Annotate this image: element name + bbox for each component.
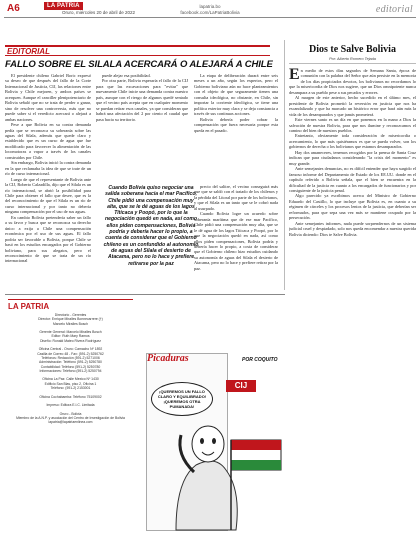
social-link-facebook[interactable]: facebook.com/LaPatriaBolivia — [180, 9, 240, 15]
paragraph: Entretanto, obviamente toda consideración de misericordia o acercamiento, lo que más quisiéramos es que se pueda volver, son los gobiernos de derecha o los bolivianos que estamos desamparados. — [289, 133, 416, 150]
header-date: Oruro, miércoles 20 de abril de 2022 — [62, 10, 136, 15]
page-header — [4, 2, 416, 18]
editorial-column-3 — [194, 73, 278, 183]
editorial-tag: EDITORIAL — [5, 45, 270, 56]
header-social — [170, 4, 250, 15]
paragraph: Por otra parte, Bolivia esperaría el fallo de la CIJ para que las excavaciones para "evitar" que nuevamente Chile inicie una demanda contra nuestro país, aunque con el riesgo de algunos quedé sentado que el vecino país acepta que en cualquier momento se puedan retirar esos canales, ya que consideran que habrá una afectación del 2 por ciento el caudal que pasa hacia su territorio. — [96, 78, 188, 122]
paragraph: precio del salitre, el vecino conseguirá más que que se saldó con el tratado de los chilenos y la pérdida del Litoral por parte de los bolivianos, y que el Silala es un tanto que se le cobró nada al usurpado. — [194, 184, 278, 211]
paragraph: Luego de que el representante de Bolivia ante la CIJ, Roberto Calzadilla, dijo que el Silala es un río internacional, se abrió la posibilidad para Chile para obtener el fallo que desee, que es la del reconocimiento de que el Silala es un río de curso internacional y por tanto no debería ninguna compensación por el uso de sus aguas. — [5, 176, 91, 215]
masthead-logo: LA PATRIA — [8, 302, 50, 311]
newspaper-logo: LA PATRIA — [44, 2, 83, 10]
paragraph: Algo parecido ya escribimos acerca del Ministro de Gobierno Eduardo del Castillo, lo que incluye que Bolivia es, en cuanto a su régimen de cárceles y los procesos lentos de la justicia, que deberían ser reformados, para que sepa una vez más se mantiene ocupado por la persecución. — [289, 193, 416, 221]
editorial-column-3-bottom — [194, 184, 278, 290]
paragraph: Cuando Bolivia logre un acuerdo sobre soberanía marítima que de ese mar Pacífico, Chile pidió una compensación muy alta, que se le dé agua de los lagos Titicaca y Poopó, por lo que la negociación quedó en nada, así como ellos piden compensaciones, Bolivia podría y debería hacer lo propio, a costa de considerar que el Gobierno chileno hizo estudios cuidando su autonomía de aguas del Silala el desierto de Atacama, pero no lo hace y prefiere retirar por la paz. — [194, 211, 278, 271]
paragraph: La etapa de deliberación durará entre seis meses a un año, según los expertos, pero el Gobierno boliviano aún no hace planteamientos con el objeto de que seguramente tienen una consulta ideológica, no obstante, en Chile, sin importar la corriente ideológica, se tiene una política exterior muy clara y se deja constancia a través de sus continuas acciones. — [194, 73, 278, 117]
cartoon-signature: POR COQUITO — [242, 357, 278, 363]
drop-cap: E — [289, 68, 300, 83]
paragraph: Ante semejantes denuncias, no es difícil entender que haya surgido el famoso informe del Departamento de Estado de los EE.UU. donde en el capítulo referido a Bolivia señala, que el bien se encuentra en la dificultad de la justicia en cuanto a los encargados de funcionarios y por consiguiente de la justicia penal. — [289, 166, 416, 193]
cartoon-illustration — [146, 410, 292, 532]
editorial-column-2 — [96, 73, 188, 181]
masthead-body: Directorio - Gerentes Director: Enrique Miralles Bonnecarrere (†) Marcelo Miralles Bosch Gerente General: Marcelo Miralles Bosch Editor: Ruth Mary Ramos Diseño: Ronald Mateo Rivera Rodríguez Oficina Central - Oruro: Camacho Nº 1892 Casilla de Correo 48 - Fax: (591-2) 5250762 Teléfonos: Redacción (591-2) 5271006 Administración: Teléfono (591-2) 5250780 Contabilidad: Teléfono (591-2) 5250780 Informaciones: Teléfono (591-2) 5250794 Oficina La Paz: Calle Mexico Nº 1430 Edificio San Blas, piso 2, Oficina 1 Teléfono: (591-2) 2153001 Oficina Cochabamba: Teléfono 75109002 Impreso: Editora E.I.C. Limitada Oruro - Bolivia Miembro de la A.N.P. y asociación del Centro de Investigación de Bolivia lapatria@lapatriaenlinea.com — [16, 313, 125, 425]
paragraph: Al margen de este anterior, hecho sucedido en el último mes, el presidente de Bolivia prometió la reversión en justicia que nos ha escandalizado y que ha marcado un histórico error que hará aún más la vida de los desamparados y que jamás prometerá. — [289, 95, 416, 117]
speech-bubble: ¡QUEREMOS UN FALLO CLARO Y EQUILIBRADO! ¡QUEREMOS OTRA PUMANADA! — [151, 382, 213, 416]
paragraph: En medio de estos días sagrados de Semana Santa, época de comunión con la palabra del Señor que aún persiste en la memoria de los días propiciados devotos, los bolivianos no recordamos lo que la misericordia de Dios nos sugiere, que un Dios omnipotente nunca desampara a su pueblo pese a sus pecados y errores. — [289, 68, 416, 95]
cartoon-logo: Picaduras — [147, 353, 189, 364]
masthead — [8, 299, 133, 425]
paragraph: Hay dos amaneceres, tenemos recogidos por la prensa de Santa Cruz indican que para ciudadanos considerando "la crisis del momento" es muy grande. — [289, 149, 416, 166]
paragraph: Pese a que Bolivia en su contra demanda pedía que se reconozca su soberanía sobre las aguas del Silala, además que quede claro y establecido que es un curso de agua que fue modificado para favorecer la alimentación de las locomotoras a vapor a través de los canales construidos por Chile. — [5, 122, 91, 160]
editorial-title: FALLO SOBRE EL SILALA ACERCARÁ O ALEJARÁ A CHILE — [5, 59, 273, 70]
paragraph: En cambio Bolivia pretendería saber un fallo a su favor y busca que se reconozca su derecho único a exija a Chile una compensación económica por el uso de sus aguas. El fallo podría ser favorable a Bolivia, porque Chile se basó en los estudios encargados por el Gobierno boliviano, para sus alegatos, pero el reconocimiento de que se trata de un río internacional — [5, 214, 91, 264]
social-link-web[interactable]: lapatria.bo — [199, 4, 221, 9]
column-author: Por: Alberto Romero Tejada — [289, 57, 416, 64]
paragraph: Ante semejantes informes, nada puede sorprendernos de un sistema judicial cruel y despiadado, solo nos queda encomendar a nuestra querida Bolivia diciendo: Dios te Salve Bolivia. — [289, 220, 416, 237]
section-divider — [5, 294, 285, 295]
paragraph: puede alejar esa posibilidad. — [102, 73, 151, 78]
column-title: Dios te Salve Bolivia — [309, 44, 396, 55]
editorial-column-1 — [5, 73, 91, 291]
page-number: A6 — [7, 3, 20, 14]
cij-label: CIJ — [226, 380, 256, 392]
paragraph: El presidente chileno Gabriel Boric expresó su deseo de que después del fallo de la Corte Internacional de Justicia, CIJ, las relaciones entre Bolivia y Chile mejoren, y ambos países se acerquen. Aunque el canciller plenipotenciario de Bolivia señaló que no se trata de perder o ganar, sino de resolver una controversia, más que no puede saber si el veredicto acercará o alejará a ambas naciones. — [5, 73, 91, 122]
opinion-column-body — [289, 68, 416, 530]
paragraph: Bolivia debería poder cobrar la compensación que fuera necesaria porque esta queda en el pasado. — [194, 116, 278, 133]
pull-quote: Cuando Bolivia quiso negociar una salida soberana hacia el mar Pacífico, Chile pidió una compensación muy alta, que se le dé aguas de los lagos Titicaca y Poopó, por lo que la negociación quedó en nada, así como ellos piden compensaciones, Bolivia podría y debería hacer lo propio, a cuenta de considerar que el Gobierno chileno es un confundido al autonomio de aguas del Silala el desierto de Atacama, pero no lo hace y prefiere retirarse por la paz — [103, 185, 199, 267]
paragraph: Sin embargo, Bolivia inició la contra demanda en la que reclamaba la idea de que se trate de un río de curso internacional. — [5, 160, 91, 177]
section-label: editorial — [375, 4, 413, 15]
paragraph: Este viernes santo es un día en que ponemos en la mano a Dios la salvación de nuestra Bolivia, para que nos ilumine y reconozcamos el camino del bien de nuestros pueblos. — [289, 117, 416, 133]
column-divider — [284, 40, 285, 290]
